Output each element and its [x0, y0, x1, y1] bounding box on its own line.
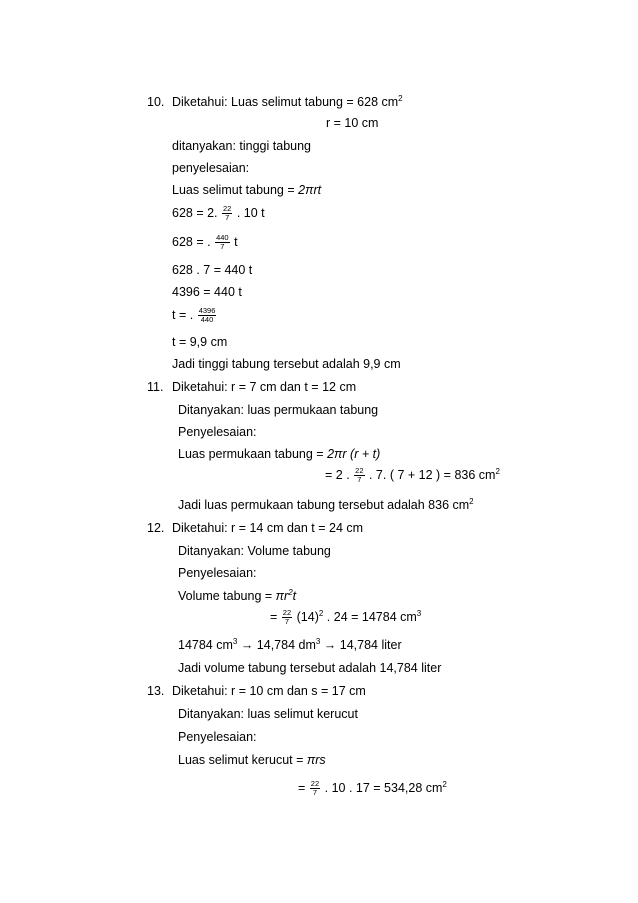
problem-11-number: 11.: [147, 380, 164, 394]
problem-10-asked: ditanyakan: tinggi tabung: [172, 139, 311, 153]
problem-12-solution-label: Penyelesaian:: [178, 566, 257, 580]
problem-13-formula: Luas selimut kerucut = πrs: [178, 753, 326, 767]
problem-10-step-1: 628 = 2. $\frac{22}{7}$ . 10 t: [172, 204, 265, 223]
problem-13-number: 13.: [147, 684, 165, 698]
problem-12-step-1: = $\frac{22}{7}$ $(14)^2$ . 24 = 14784 $cm^3$: [270, 608, 422, 627]
problem-11-solution-label: Penyelesaian:: [178, 425, 257, 439]
problem-10-number: 10.: [147, 95, 165, 109]
problem-13-step-1: = $\frac{22}{7}$ . 10 . 17 = 534,28 $cm^2$: [298, 779, 447, 798]
problem-11-given: Diketahui: r = 7 cm dan t = 12 cm: [172, 380, 357, 394]
problem-10-step-5: t = . $\frac{4396}{440}$: [172, 306, 216, 325]
problem-12-asked: Ditanyakan: Volume tabung: [178, 544, 331, 558]
problem-10-formula: Luas selimut tabung = 2πrt: [172, 183, 322, 197]
problem-10-step-4: 4396 = 440 t: [172, 285, 242, 299]
problem-12-conclusion: Jadi volume tabung tersebut adalah 14,784 liter: [178, 661, 442, 675]
problem-13-given: Diketahui: r = 10 cm dan s = 17 cm: [172, 684, 366, 698]
problem-10-step-3: 628 . 7 = 440 t: [172, 263, 253, 277]
problem-10-given: Diketahui: Luas selimut tabung = 628 $cm^2$: [172, 94, 403, 109]
problem-11-step-1: = 2 . $\frac{22}{7}$ . 7. ( 7 + 12 ) = 836 $cm^2$: [325, 466, 500, 485]
problem-12-formula: Volume tabung = $\pi r^2t$: [178, 588, 297, 603]
problem-12-unit-conversion: 14784 $cm^3 \to 14,784$ $dm^3 \to 14,784$ liter: [178, 637, 402, 652]
problem-13-asked: Ditanyakan: luas selimut kerucut: [178, 707, 358, 721]
problem-11-formula: Luas permukaan tabung = 2πr (r + t): [178, 447, 381, 461]
problem-10-conclusion: Jadi tinggi tabung tersebut adalah 9,9 cm: [172, 357, 401, 371]
problem-10-solution-label: penyelesaian:: [172, 161, 250, 175]
problem-12-number: 12.: [147, 521, 165, 535]
problem-11-conclusion: Jadi luas permukaan tabung tersebut adalah 836 $cm^2$: [178, 497, 474, 512]
problem-10-step-6: t = 9,9 cm: [172, 335, 228, 349]
problem-12-given: Diketahui: r = 14 cm dan t = 24 cm: [172, 521, 364, 535]
problem-11-asked: Ditanyakan: luas permukaan tabung: [178, 403, 379, 417]
problem-10-radius: r = 10 cm: [326, 116, 379, 130]
problem-13-solution-label: Penyelesaian:: [178, 730, 257, 744]
problem-10-step-2: 628 = . $\frac{440}{7}$ t: [172, 233, 238, 252]
